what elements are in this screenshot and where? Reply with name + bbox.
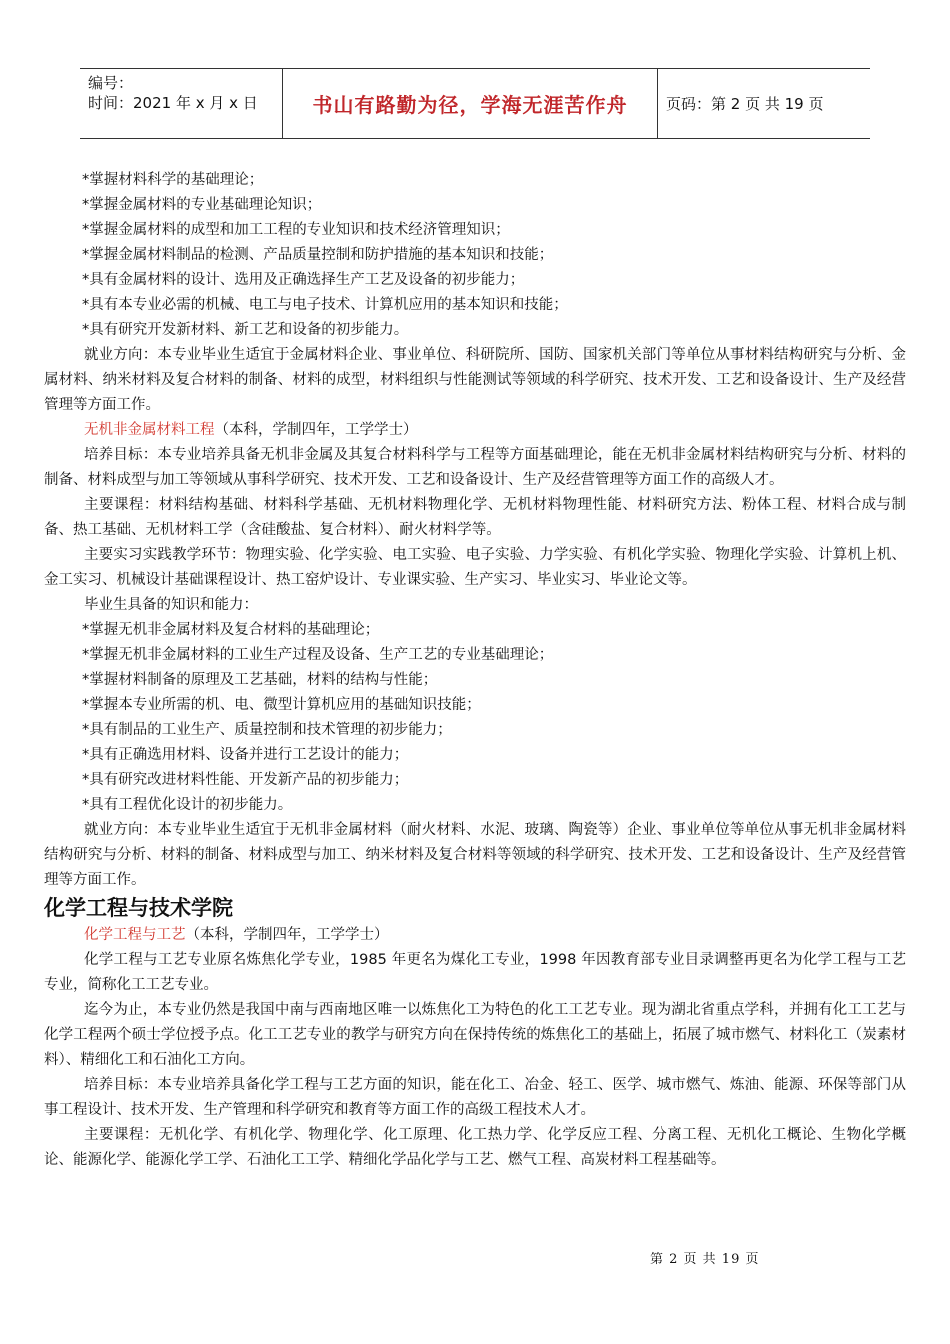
bullet-item: *具有研究开发新材料、新工艺和设备的初步能力。 [82,322,409,338]
bullet-item: *具有研究改进材料性能、开发新产品的初步能力； [82,772,409,788]
status-paragraph: 迄今为止，本专业仍然是我国中南与西南地区唯一以炼焦化工为特色的化工工艺专业。现为湖北省重点学科，并拥有化工工艺与化学工程两个硕士学位授予点。化工工艺专业的教学与研究方向在保持传统的炼焦化工的基础上，拓展了城市燃气、材料化工（炭素材料）、精细化工和石油化工方向。 [44,1002,906,1068]
practice-paragraph: 主要实习实践教学环节：物理实验、化学实验、电工实验、电子实验、力学实验、有机化学实验、物理化学实验、计算机上机、金工实习、机械设计基础课程设计、热工窑炉设计、专业课实验、生产实习、毕业实习、毕业论文等。 [44,547,906,588]
history-paragraph: 化学工程与工艺专业原名炼焦化学专业，1985 年更名为煤化工专业，1998 年因教育部专业目录调整再更名为化学工程与工艺专业，简称化工工艺专业。 [44,952,906,993]
number-label: 编号： [88,74,134,92]
header-meta [80,69,283,138]
bullet-item: *掌握材料制备的原理及工艺基础，材料的结构与性能； [82,672,438,688]
employment-paragraph: 就业方向：本专业毕业生适宜于无机非金属材料（耐火材料、水泥、玻璃、陶瓷等）企业、事业单位等单位从事无机非金属材料结构研究与分析、材料的制备、材料成型与加工、纳米材料及复合材料等领域的科学研究、技术开发、工艺和设备设计、生产及经营管理等方面工作。 [44,822,906,888]
college-title: 化学工程与技术学院 [44,896,233,920]
abilities-title: 毕业生具备的知识和能力： [84,597,258,613]
bullet-item: *具有工程优化设计的初步能力。 [82,797,293,813]
header-motto: 书山有路勤为径，学海无涯苦作舟 [283,69,658,138]
bullet-item: *掌握材料科学的基础理论； [82,172,264,188]
document-body [44,168,906,1173]
bullet-item: *掌握金属材料的成型和加工工程的专业知识和技术经济管理知识； [82,222,510,238]
major-meta: （本科，学制四年，工学学士） [185,927,389,943]
page-footer: 第 2 页 共 19 页 [650,1252,760,1267]
major-name: 无机非金属材料工程 [84,422,215,438]
goal-paragraph: 培养目标：本专业培养具备化学工程与工艺方面的知识，能在化工、冶金、轻工、医学、城市燃气、炼油、能源、环保等部门从事工程设计、技术开发、生产管理和科学研究和教育等方面工作的高级工程技术人才。 [44,1077,906,1118]
courses-paragraph: 主要课程：无机化学、有机化学、物理化学、化工原理、化工热力学、化学反应工程、分离工程、无机化工概论、生物化学概论、能源化学、能源化学工学、石油化工工学、精细化学品化学与工艺、燃气工程、高炭材料工程基础等。 [44,1127,906,1168]
major-heading [44,923,906,948]
bullet-item: *具有金属材料的设计、选用及正确选择生产工艺及设备的初步能力； [82,272,525,288]
goal-paragraph: 培养目标：本专业培养具备无机非金属及其复合材料科学与工程等方面基础理论，能在无机非金属材料结构研究与分析、材料的制备、材料成型与加工等领域从事科学研究、技术开发、工艺和设备设计、生产及经营管理等方面工作的高级人才。 [44,447,906,488]
bullet-item: *掌握无机非金属材料及复合材料的基础理论； [82,622,380,638]
page-header [80,68,870,139]
bullet-item: *掌握无机非金属材料的工业生产过程及设备、生产工艺的专业基础理论； [82,647,554,663]
header-page-info: 页码：第 2 页 共 19 页 [666,95,824,113]
time-label: 时间：2021 年 x 月 x 日 [88,94,258,112]
bullet-item: *掌握本专业所需的机、电、微型计算机应用的基础知识技能； [82,697,481,713]
bullet-item: *具有制品的工业生产、质量控制和技术管理的初步能力； [82,722,452,738]
major-meta: （本科，学制四年，工学学士） [214,422,418,438]
courses-paragraph: 主要课程：材料结构基础、材料科学基础、无机材料物理化学、无机材料物理性能、材料研究方法、粉体工程、材料合成与制备、热工基础、无机材料工学（含硅酸盐、复合材料）、耐火材料学等。 [44,497,906,538]
bullet-item: *掌握金属材料的专业基础理论知识； [82,197,322,213]
bullet-item: *具有正确选用材料、设备并进行工艺设计的能力； [82,747,409,763]
employment-paragraph: 就业方向：本专业毕业生适宜于金属材料企业、事业单位、科研院所、国防、国家机关部门等单位从事材料结构研究与分析、金属材料、纳米材料及复合材料的制备、材料的成型，材料组织与性能测试等领域的科学研究、技术开发、工艺和设备设计、生产及经营管理等方面工作。 [44,347,906,413]
bullet-item: *具有本专业必需的机械、电工与电子技术、计算机应用的基本知识和技能； [82,297,568,313]
bullet-item: *掌握金属材料制品的检测、产品质量控制和防护措施的基本知识和技能； [82,247,554,263]
major-name: 化学工程与工艺 [84,927,186,943]
major-heading [44,418,906,443]
